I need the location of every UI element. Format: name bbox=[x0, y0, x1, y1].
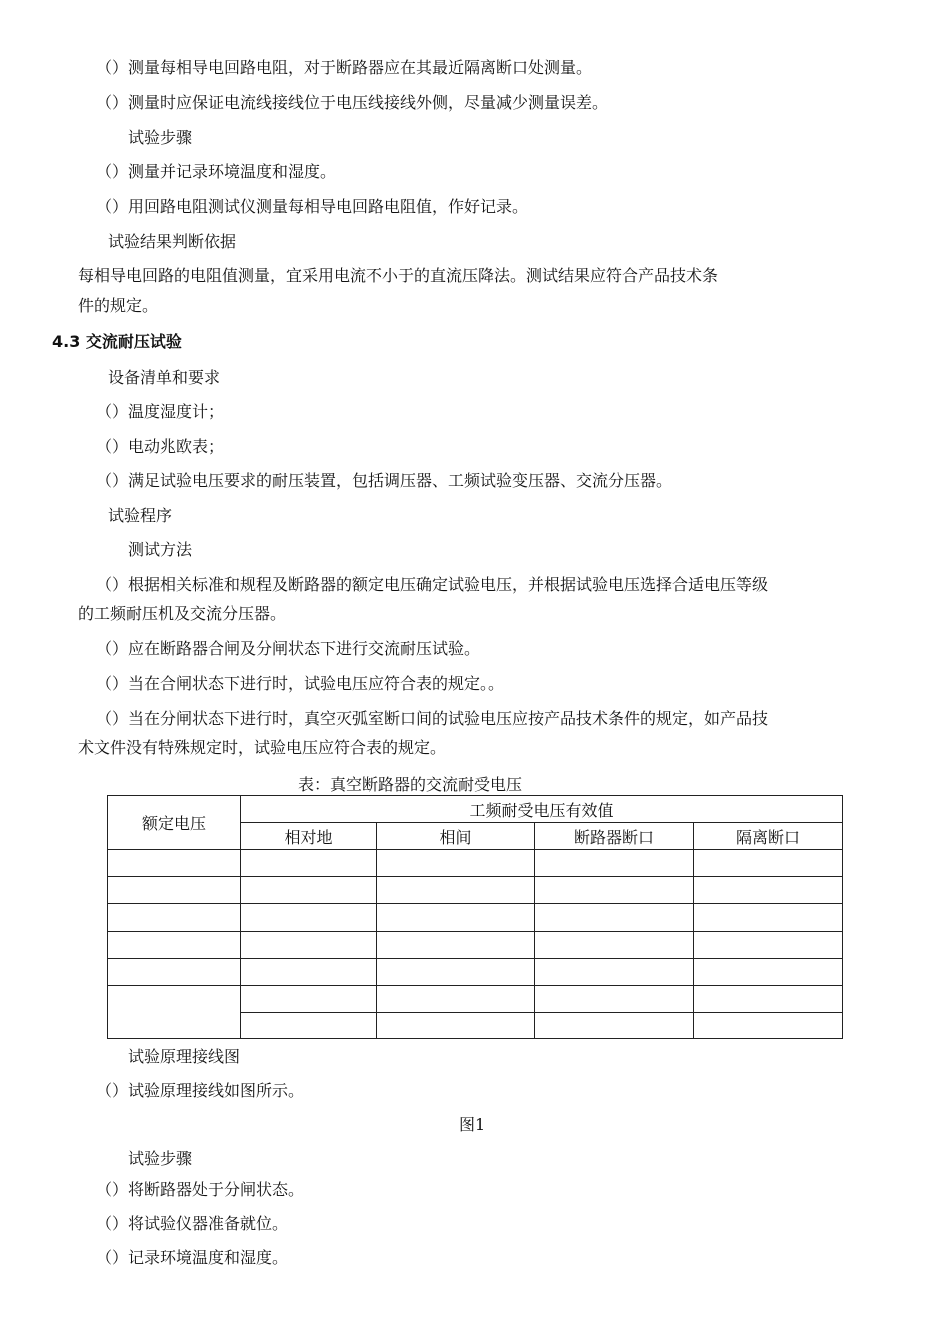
table-cell bbox=[241, 985, 377, 1012]
text-line: 每相导电回路的电阻值测量，宜采用电流不小于的直流压降法。测试结果应符合产品技术条 bbox=[78, 266, 719, 285]
text-line: （）测量并记录环境温度和湿度。 bbox=[96, 162, 337, 181]
table-subheader: 隔离断口 bbox=[694, 823, 843, 850]
text-line: （）用回路电阻测试仪测量每相导电回路电阻值，作好记录。 bbox=[96, 197, 529, 216]
text-line: （）测量每相导电回路电阻，对于断路器应在其最近隔离断口处测量。 bbox=[96, 58, 593, 77]
subheading-equipment: 设备清单和要求 bbox=[108, 368, 221, 387]
text-line: （）根据相关标准和规程及断路器的额定电压确定试验电压，并根据试验电压选择合适电压等级 bbox=[96, 575, 769, 594]
table-cell bbox=[535, 931, 694, 958]
figure-label: 图1 bbox=[459, 1115, 486, 1134]
table-cell bbox=[694, 931, 843, 958]
table-row bbox=[108, 904, 843, 931]
table-row bbox=[108, 931, 843, 958]
table-caption: 表：真空断路器的交流耐受电压 bbox=[298, 775, 523, 794]
table-cell bbox=[241, 1012, 377, 1038]
table-cell bbox=[241, 931, 377, 958]
table-cell bbox=[377, 1012, 535, 1038]
subheading-steps: 试验步骤 bbox=[128, 128, 193, 147]
table-row bbox=[108, 985, 843, 1012]
text-line: （）将断路器处于分闸状态。 bbox=[96, 1180, 305, 1199]
text-line: （）试验原理接线如图所示。 bbox=[96, 1081, 305, 1100]
table-cell bbox=[108, 904, 241, 931]
table-cell bbox=[108, 850, 241, 877]
text-line: 件的规定。 bbox=[78, 296, 159, 315]
table-cell bbox=[377, 904, 535, 931]
table-header-group: 工频耐受电压有效值 bbox=[241, 796, 843, 823]
table-cell bbox=[108, 985, 241, 1038]
text-line: （）温度湿度计； bbox=[96, 402, 225, 421]
text-line: （）记录环境温度和湿度。 bbox=[96, 1248, 289, 1267]
text-line: （）测量时应保证电流线接线位于电压线接线外侧，尽量减少测量误差。 bbox=[96, 93, 609, 112]
table-cell bbox=[377, 931, 535, 958]
voltage-table bbox=[107, 795, 843, 1039]
text-line: （）电动兆欧表； bbox=[96, 437, 225, 456]
text-line: （）将试验仪器准备就位。 bbox=[96, 1214, 289, 1233]
table-cell bbox=[377, 958, 535, 985]
table-cell bbox=[377, 850, 535, 877]
table-cell bbox=[535, 958, 694, 985]
table-header-rated-voltage: 额定电压 bbox=[108, 796, 241, 850]
table-subheader: 相间 bbox=[377, 823, 535, 850]
table-row bbox=[108, 877, 843, 904]
table-cell bbox=[241, 850, 377, 877]
table-cell bbox=[535, 985, 694, 1012]
table-cell bbox=[241, 958, 377, 985]
subheading-criteria: 试验结果判断依据 bbox=[108, 232, 237, 251]
text-line: 术文件没有特殊规定时，试验电压应符合表的规定。 bbox=[78, 738, 447, 757]
section-heading: 4.3 交流耐压试验 bbox=[52, 332, 182, 351]
table-cell bbox=[694, 904, 843, 931]
text-line: （）满足试验电压要求的耐压装置，包括调压器、工频试验变压器、交流分压器。 bbox=[96, 471, 673, 490]
table-subheader: 断路器断口 bbox=[535, 823, 694, 850]
table-cell bbox=[694, 877, 843, 904]
table-cell bbox=[108, 877, 241, 904]
table-cell bbox=[535, 850, 694, 877]
subheading-steps: 试验步骤 bbox=[128, 1149, 193, 1168]
table-subheader: 相对地 bbox=[241, 823, 377, 850]
table-cell bbox=[694, 1012, 843, 1038]
text-line: 的工频耐压机及交流分压器。 bbox=[78, 604, 287, 623]
table-cell bbox=[108, 958, 241, 985]
table-cell bbox=[377, 985, 535, 1012]
text-line: （）当在分闸状态下进行时，真空灭弧室断口间的试验电压应按产品技术条件的规定，如产品技 bbox=[96, 709, 769, 728]
table-row bbox=[108, 958, 843, 985]
table-header-row bbox=[108, 796, 843, 823]
subheading-procedure: 试验程序 bbox=[108, 506, 173, 525]
table-cell bbox=[535, 904, 694, 931]
subheading-wiring: 试验原理接线图 bbox=[128, 1047, 241, 1066]
table-cell bbox=[694, 850, 843, 877]
table-cell bbox=[535, 1012, 694, 1038]
table-cell bbox=[108, 931, 241, 958]
table-cell bbox=[694, 958, 843, 985]
table-cell bbox=[241, 904, 377, 931]
table-cell bbox=[241, 877, 377, 904]
table-cell bbox=[377, 877, 535, 904]
table-cell bbox=[535, 877, 694, 904]
text-line: （）应在断路器合闸及分闸状态下进行交流耐压试验。 bbox=[96, 639, 481, 658]
table-row bbox=[108, 850, 843, 877]
subheading-method: 测试方法 bbox=[128, 540, 193, 559]
table-cell bbox=[694, 985, 843, 1012]
text-line: （）当在合闸状态下进行时，试验电压应符合表的规定。。 bbox=[96, 674, 505, 693]
